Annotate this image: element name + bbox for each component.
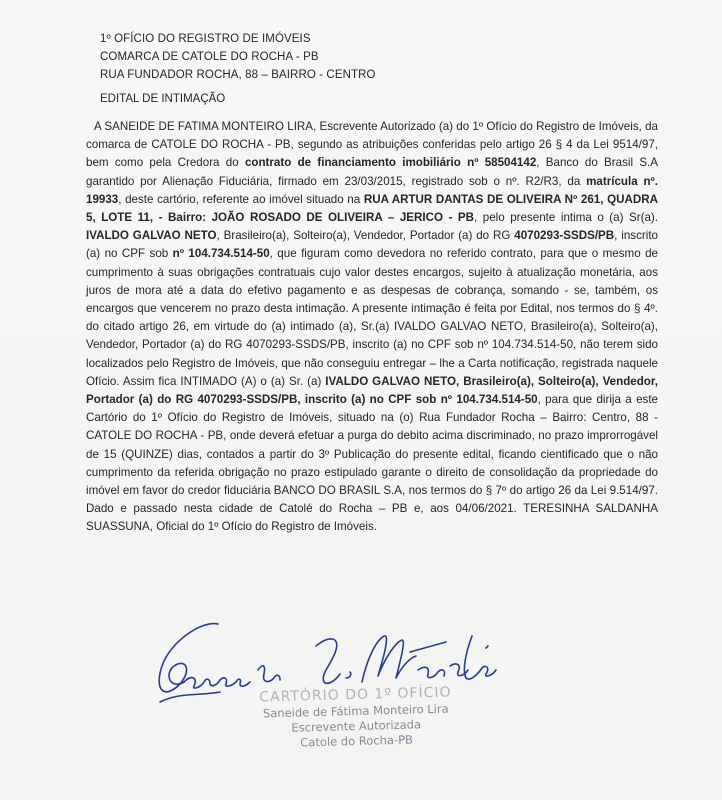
body-text-segment: , deste cartório, referente ao imóvel situado na xyxy=(118,192,364,206)
debtor-cpf: nº 104.734.514-50 xyxy=(172,247,270,261)
debtor-summary: IVALDO GALVAO NETO, Brasileiro(a), Solteiro(a), Vendedor, Portador (a) do RG 4070293-SSDS/PB, inscrito (a) no CPF sob nº 104.734.514-50 xyxy=(86,374,658,407)
header-comarca: COMARCA DE CATOLE DO ROCHA - PB xyxy=(100,51,319,63)
edital-body xyxy=(86,118,658,537)
signature-text: Saneide de F. Monteiro Lira xyxy=(140,612,153,613)
stamp-name: Saneide de Fátima Monteiro Lira xyxy=(262,701,449,721)
header-address: RUA FUNDADOR ROCHA, 88 – BAIRRO - CENTRO xyxy=(100,69,376,81)
debtor-rg: 4070293-SSDS/PB xyxy=(514,229,615,243)
document-title: EDITAL DE INTIMAÇÃO xyxy=(100,93,226,105)
stamp-role: Escrevente Autorizada xyxy=(291,717,422,735)
notary-stamp xyxy=(255,683,457,751)
body-text-segment: , inscrito (a) no CPF sob xyxy=(86,229,658,261)
body-text-segment: , que figuram como devedora no referido contrato, para que o mesmo de cumprimento à suas obrigações contratuais cujo valor destes encargos, sujeito à atualização monetária, aos juros de mora até a data do efetivo pagamento e as despesas de cobrança, somando - se, também, os encargos que vencerem no prazo desta intimação. A presente intimação é feita por Edital, nos termos do § 4º. do citado artigo 26, em virtude do (a) intimado (a), Sr.(a) IVALDO GALVAO NETO, Brasileiro(a), Solteiro(a), Vendedor, Portador (a) do RG 4070293-SSDS/PB, inscrito (a) no CPF sob nº 104.734.514-50, não terem sido localizados pelo Registro de Imóveis, que não conseguiu entregar – lhe a Carta notificação, registrada naquele Ofício. Assim fica INTIMADO (A) o (a) Sr. (a) xyxy=(86,247,658,388)
body-text-segment: , para que dirija a este Cartório do 1º Ofício do Registro de Imóveis, situado na (o) Rua Fundador Rocha – Bairro: Centro, 88 - CATOLE DO ROCHA - PB, onde deverá efetuar a purga do debito acima discriminado, no prazo improrrogável de 15 (QUINZE) dias, contados a partir do 3º Publicação do presente edital, ficando cientificado que o não cumprimento da referida obrigação no prazo estipulado garante o direito de consolidação da propriedade do imóvel em favor do credor fiduciária BANCO DO BRASIL S.A, nos termos do § 7º do artigo 26 da Lei 9.514/97. Dado e passado nesta cidade de Catolé do Rocha – PB e, aos 04/06/2021. TERESINHA SALDANHA SUASSUNA, Oficial do 1º Ofício do Registro de Imóveis. xyxy=(86,393,658,534)
property-address: RUA ARTUR DANTAS DE OLIVEIRA Nº 261, QUADRA 5, LOTE 11, - Bairro: JOÃO ROSADO DE OLIVEIRA – JERICO - PB xyxy=(86,192,658,225)
header-office-name: 1º OFÍCIO DO REGISTRO DE IMÓVEIS xyxy=(100,33,311,45)
body-text-segment: , Banco do Brasil S.A garantido por Alienação Fiduciária, firmado em 23/03/2015, registrado sob o nº. R2/R3, da xyxy=(86,156,659,188)
body-text-segment: , Brasileiro(a), Solteiro(a), Vendedor, Portador (a) do RG xyxy=(216,229,515,243)
debtor-name: IVALDO GALVAO NETO xyxy=(86,229,217,243)
body-text-segment: , pelo presente intima o (a) Sr(a). xyxy=(474,211,658,225)
contract-number: contrato de financiamento imobiliário nº 58504142 xyxy=(244,156,537,170)
stamp-city: Catole do Rocha-PB xyxy=(300,732,414,750)
office-header xyxy=(100,30,376,84)
body-text-segment: A SANEIDE DE FATIMA MONTEIRO LIRA, Escrevente Autorizado (a) do 1º Ofício do Registro de Imóveis, da comarca de CATOLE DO ROCHA - PB, segundo as atribuições conferidas pelo artigo 26 § 4 da Lei 9514/97, bem como pela Credora do xyxy=(86,120,658,170)
registration-number: matrícula nº. 19933 xyxy=(86,174,658,206)
stamp-office: CARTÓRIO DO 1º OFÍCIO xyxy=(259,684,452,706)
